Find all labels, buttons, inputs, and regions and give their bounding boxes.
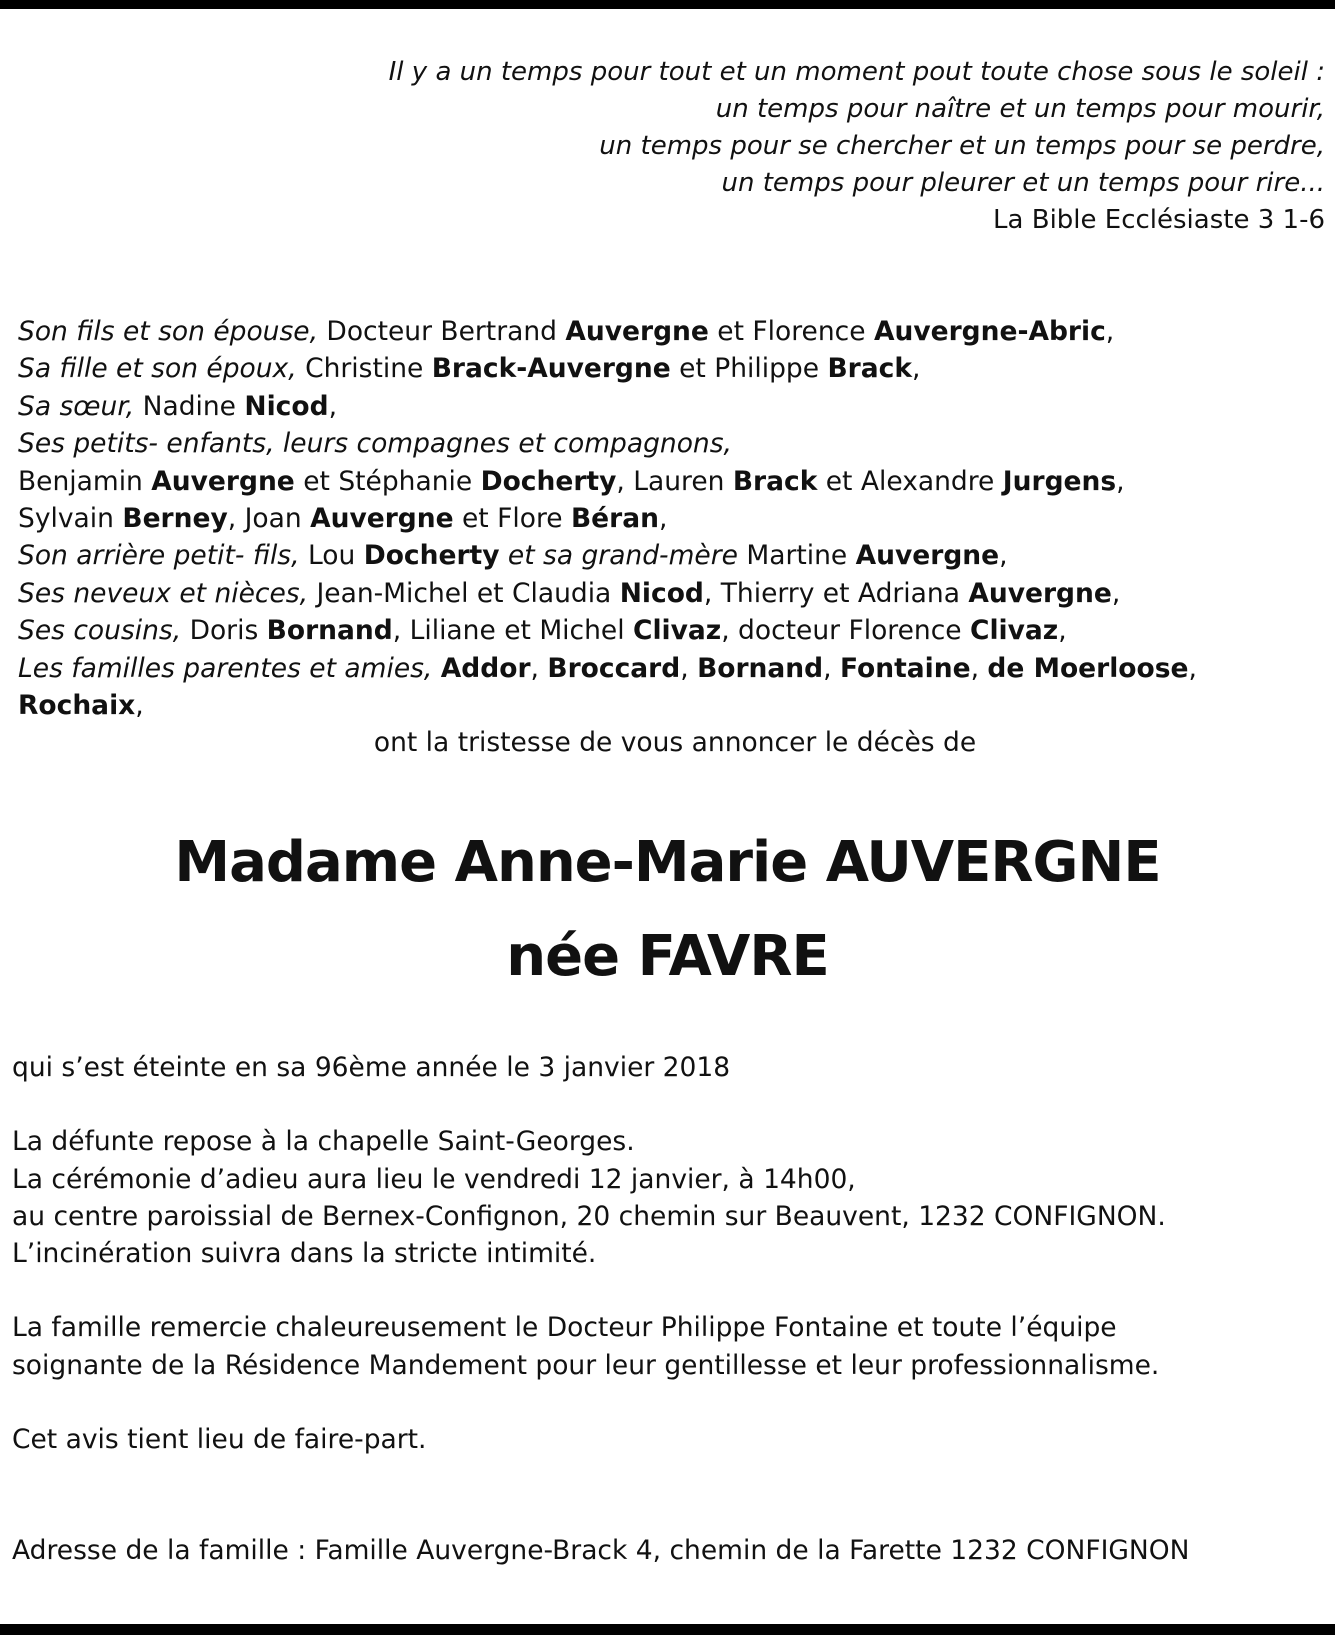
quote-line: un temps pour pleurer et un temps pour rire...	[721, 168, 1325, 198]
quote-source: La Bible Ecclésiaste 3 1-6	[993, 205, 1325, 235]
family-surname: Nicod	[619, 577, 704, 609]
family-role: Ses cousins,	[18, 615, 182, 647]
family-text: ,	[1116, 465, 1125, 497]
family-role: Sa fille et son époux,	[18, 353, 297, 385]
family-line	[18, 388, 1318, 425]
family-text: ,	[680, 652, 698, 684]
family-address: Adresse de la famille : Famille Auvergne-Brack 4, chemin de la Farette 1232 CONFIGNON	[12, 1535, 1190, 1566]
family-surname: Auvergne	[310, 503, 454, 535]
deceased-name-block	[0, 816, 1335, 1004]
quote-line: Il y a un temps pour tout et un moment pout toute chose sous le soleil :	[388, 57, 1325, 87]
announcement-text: ont la tristesse de vous annoncer le décès de	[373, 727, 977, 758]
family-text: ,	[530, 652, 548, 684]
notice-statement: Cet avis tient lieu de faire-part.	[12, 1423, 427, 1455]
family-surname: Rochaix	[18, 690, 136, 722]
family-text: Martine	[737, 540, 856, 572]
ceremony-statement: La cérémonie d’adieu aura lieu le vendredi 12 janvier, à 14h00,	[12, 1163, 856, 1195]
thanks-line: La famille remercie chaleureusement le Docteur Philippe Fontaine et toute l’équipe	[12, 1312, 1117, 1344]
family-surname: Bornand	[697, 652, 824, 684]
family-text: Christine	[296, 353, 432, 385]
family-text: et Stéphanie	[294, 465, 481, 497]
family-surname: de Moerloose	[987, 652, 1189, 684]
family-surname: Auvergne	[855, 540, 1000, 572]
family-text: ,	[999, 540, 1008, 572]
family-surname: Bornand	[266, 615, 393, 647]
family-text: , docteur Florence	[721, 615, 970, 647]
family-text: Docteur Bertrand	[318, 316, 566, 347]
family-text	[432, 653, 440, 684]
family-text: et Florence	[708, 316, 874, 347]
family-text: ,	[1058, 615, 1067, 647]
deceased-name: Madame Anne-Marie AUVERGNE	[174, 830, 1161, 895]
family-surname: Auvergne	[565, 316, 709, 347]
announcement	[0, 724, 1335, 761]
family-role: Son fils et son épouse,	[18, 316, 318, 347]
family-surname: Broccard	[547, 652, 681, 684]
family-text: Jean-Michel et Claudia	[308, 577, 620, 609]
family-text: , Thierry et Adriana	[703, 577, 969, 609]
family-role: et sa grand-mère	[499, 540, 738, 572]
family-text: et Flore	[453, 503, 571, 535]
notice-body	[12, 1049, 1322, 1458]
family-surname: Brack	[827, 353, 912, 385]
family-text: ,	[823, 652, 840, 684]
family-surname: Béran	[570, 503, 659, 535]
family-role: Son arrière petit- fils,	[18, 540, 300, 572]
family-text: Lou	[299, 540, 364, 572]
family-line	[18, 350, 1318, 387]
family-surname: Nicod	[244, 390, 329, 422]
family-role: Sa sœur,	[18, 390, 135, 422]
family-surname: Clivaz	[970, 615, 1059, 647]
family-surname: Auvergne	[968, 577, 1112, 609]
family-text: , Liliane et Michel	[392, 615, 633, 647]
family-text: ,	[658, 503, 668, 535]
family-role: Les familles parentes et amies,	[18, 652, 433, 684]
family-line	[18, 612, 1318, 649]
family-surname: Brack	[732, 465, 818, 497]
family-surname: Jurgens	[1002, 465, 1117, 497]
family-surname: Addor	[440, 652, 531, 684]
family-line	[18, 500, 1318, 537]
family-text: et Philippe	[670, 353, 828, 385]
family-text: ,	[970, 652, 988, 684]
spacer	[12, 1272, 1322, 1309]
family-text: , Joan	[227, 503, 311, 535]
family-text: Nadine	[134, 390, 245, 422]
family-line	[18, 313, 1318, 350]
family-surname: Docherty	[363, 540, 500, 572]
top-rule	[0, 0, 1335, 9]
family-text: ,	[135, 690, 144, 722]
family-surname: Berney	[122, 503, 228, 535]
family-line	[18, 425, 1318, 462]
quote-line: un temps pour se chercher et un temps pour se perdre,	[599, 131, 1325, 161]
family-surname: Fontaine	[839, 652, 971, 684]
family-text: , Lauren	[616, 465, 733, 497]
family-surname: Docherty	[480, 465, 617, 497]
deceased-maiden-name: née FAVRE	[506, 924, 829, 989]
family-role: Ses petits- enfants, leurs compagnes et compagnons,	[18, 428, 732, 460]
family-surname: Clivaz	[633, 615, 722, 647]
cremation-statement: L’incinération suivra dans la stricte intimité.	[12, 1238, 597, 1269]
spacer	[12, 1086, 1322, 1123]
quote-line: un temps pour naître et un temps pour mourir,	[715, 94, 1325, 124]
family-text: ,	[328, 390, 338, 422]
family-text: ,	[1105, 316, 1115, 347]
family-surname: Brack-Auvergne	[431, 353, 671, 385]
ceremony-place: au centre paroissial de Bernex-Confignon, 20 chemin sur Beauvent, 1232 CONFIGNON.	[12, 1200, 1166, 1232]
family-surname: Auvergne	[151, 465, 295, 497]
bible-quote	[225, 54, 1325, 239]
spacer	[12, 1384, 1322, 1421]
family-line	[18, 687, 1318, 724]
thanks-line: soignante de la Résidence Mandement pour leur gentillesse et leur professionnalisme.	[12, 1349, 1160, 1381]
family-list	[18, 313, 1318, 724]
family-line	[18, 650, 1318, 687]
rest-statement: La défunte repose à la chapelle Saint-Georges.	[12, 1126, 635, 1158]
family-line	[18, 575, 1318, 612]
family-text: ,	[1111, 577, 1121, 609]
family-line	[18, 463, 1318, 500]
family-text: ,	[1188, 652, 1197, 684]
family-text: ,	[911, 353, 921, 385]
bottom-rule	[0, 1624, 1335, 1635]
death-statement: qui s’est éteinte en sa 96ème année le 3 janvier 2018	[12, 1052, 731, 1083]
family-text: Benjamin	[18, 465, 152, 497]
family-role: Ses neveux et nièces,	[18, 577, 309, 609]
family-surname: Auvergne-Abric	[873, 316, 1106, 347]
family-text: Doris	[181, 615, 267, 647]
family-line	[18, 537, 1318, 574]
family-text: Sylvain	[18, 503, 123, 535]
family-text: et Alexandre	[817, 465, 1003, 497]
